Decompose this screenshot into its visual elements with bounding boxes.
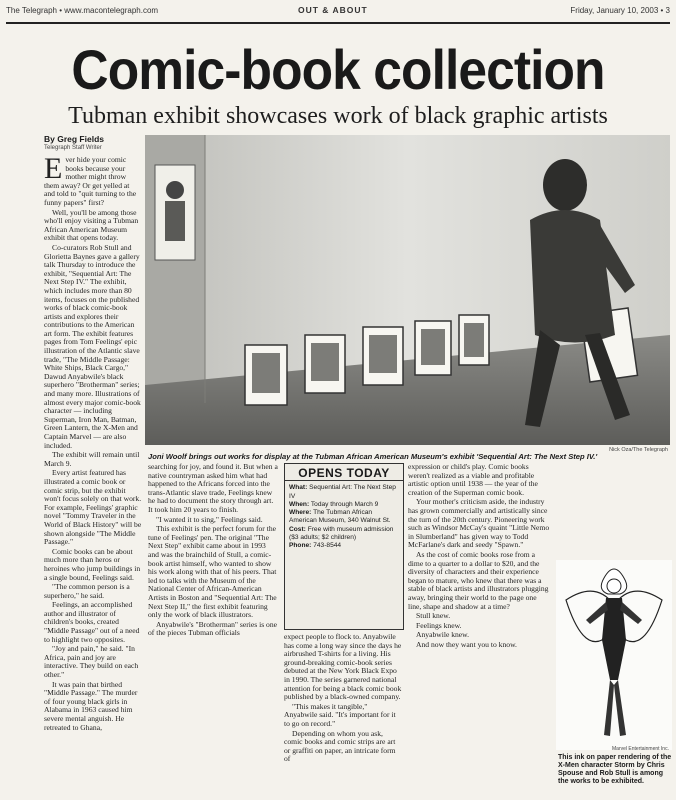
- paragraph: Anyabwile knew.: [416, 630, 470, 640]
- box-title: OPENS TODAY: [285, 464, 403, 481]
- storm-illustration: [556, 560, 672, 750]
- paragraph: It was pain that birthed "Middle Passage." The murder of four young black girls in Alabama in 1963 caused him severe mental anguish. He retreated to Ghana,: [44, 679, 138, 732]
- paragraph: "Joy and pain," he said. "In Africa, pain and joy are interactive. They build on each other.": [44, 644, 139, 680]
- paragraph: searching for joy, and found it. But when a native countryman asked him what had happened to the Africans forced into the trans-Atlantic slave trade, Feelings knew he had to document the story through art. It took him 20 years to finish.: [148, 463, 278, 514]
- drop-cap: E: [44, 156, 63, 185]
- subheadline: Tubman exhibit showcases work of black graphic artists: [68, 103, 608, 129]
- paragraph: Every artist featured has illustrated a comic book or comic strip, but the exhibit won't focus solely on that work. For example, Feelings' graphic novel "Tommy Traveler in the World of Black History" will be shown alongside "The Middle Passage.": [44, 468, 142, 547]
- paragraph: Comic books can be about much more than heros or heroines who jump buildings in a single bound, Feelings said.: [44, 546, 141, 582]
- what-value: Sequential Art: The Next Step IV: [289, 484, 396, 500]
- paragraph: Depending on whom you ask, comic books and comic strips are art or graffiti on paper, an intricate form of: [284, 728, 396, 764]
- what-label: What:: [289, 484, 308, 492]
- paragraph: Anyabwile's "Brotherman" series is one of the pieces Tubman officials: [148, 619, 278, 638]
- phone-label: Phone:: [289, 542, 312, 550]
- page-header: [6, 4, 670, 24]
- paragraph: "I wanted it to sing," Feelings said.: [156, 514, 263, 524]
- article-column-3: [284, 633, 402, 798]
- illustration-caption: This ink on paper rendering of the X-Men character Storm by Chris Spouse and Rob Stull is among the works to be exhibited.: [558, 754, 672, 785]
- when-value: Today through March 9: [310, 500, 379, 508]
- paragraph: "The common person is a superhero," he said.: [44, 582, 130, 600]
- article-column-4: [408, 463, 550, 798]
- header-section: OUT & ABOUT: [298, 5, 368, 15]
- phone-value: 743-8544: [313, 542, 342, 550]
- paragraph: expect people to flock to. Anyabwile has come a long way since the days he airbrushed T-shirts for a living. His ground-breaking comic-book series debuted at the New York Black Expo in 1990. The series garnered national attention for being a black comic book published by a black-owned company.: [284, 633, 402, 702]
- paragraph: The exhibit will remain until March 9.: [44, 450, 140, 468]
- byline-role: Telegraph Staff Writer: [44, 145, 102, 151]
- illustration-credit: Marvel Entertainment Inc.: [612, 746, 669, 752]
- paragraph: Well, you'll be among those who'll enjoy visiting a Tubman African American Museum exhibit that opens today.: [44, 207, 139, 243]
- byline: By Greg Fields: [44, 134, 104, 144]
- paragraph: Feelings knew.: [416, 620, 462, 630]
- paragraph: Co-curators Rob Stull and Glorietta Baynes gave a gallery talk Thursday to introduce the exhibit, "Sequential Art: The Next Step IV." The exhibit, which includes more than 80 items, focuses on the published works of black comic-book artists and explores their contributions to the American art form. The exhibit features pages from Tom Feelings' epic illustration of the Atlantic slave trade, "The Middle Passage: White Ships, Black Cargo," Dawud Anyabwile's black superhero "Brotherman" series; and many more. Illustrations of almost every major comic-book character — including Superman, Iron Man, Batman, Green Lantern, the X-Men and Captain Marvel — are also included.: [44, 242, 141, 450]
- paragraph: As the cost of comic books rose from a dime to a quarter to a dollar to $20, and the diversity of characters and their experience began to mature, who knew that there was a stable of black artists and illustrators plugging away, bringing their world to the page one line, shape and shadow at a time?: [408, 549, 549, 611]
- header-date-page: Friday, January 10, 2003 • 3: [570, 6, 670, 15]
- exhibit-photo-graphic: [145, 135, 670, 445]
- paragraph: Stull knew.: [416, 611, 451, 621]
- headline: Comic-book collection: [71, 38, 605, 101]
- paragraph: Feelings, an accomplished author and illustrator of children's books, created "Middle Passage" out of a need to highlight two opposites.: [44, 600, 140, 644]
- cost-value: Free with museum admission ($3 adults; $2 children): [289, 525, 394, 542]
- article-column-2: [148, 463, 278, 798]
- opens-today-box: [284, 463, 404, 630]
- storm-drawing: [556, 560, 672, 750]
- cost-label: Cost:: [289, 525, 306, 533]
- where-label: Where:: [289, 509, 312, 517]
- paragraph: expression or child's play. Comic books weren't realized as a viable and profitable artistic option until 1938 — the year of the creation of the Superman comic book.: [408, 463, 538, 497]
- paragraph: "This makes it tangible," Anyabwile said. "It's important for it to go on record.": [284, 701, 396, 728]
- photo-credit: Nick Oza/The Telegraph: [609, 447, 668, 453]
- paragraph: Your mother's criticism aside, the industry has grown commercially and artistically since the turn of the 20th century. Pioneering work such as Windsor McCay's quaint "Little Nemo in Slumberland" has given way to Todd McFarlane's dark and seedy "Spawn.": [408, 497, 550, 550]
- exhibit-photo: [145, 135, 670, 445]
- paragraph: And now they want you to know.: [416, 639, 517, 649]
- where-value: The Tubman African American Museum, 340 Walnut St.: [289, 509, 391, 525]
- article-column-1: [44, 156, 142, 796]
- paragraph: ver hide your comic books because your mother might throw them away? Or get yelled at and told to "quit turning to the funny papers" first?: [44, 156, 137, 207]
- paragraph: This exhibit is the perfect forum for the tune of Feelings' pen. The original "The Next Step" exhibit came about in 1993 and was the brainchild of Stull, a comic-book artist himself, who wanted to show his work along with that of his peers. That led to talks with the Museum of the National Center of African-American Artists in Boston and "Sequential Art: The Next Step II," the first exhibit featuring only the work of black illustrators.: [148, 524, 277, 620]
- when-label: When:: [289, 500, 310, 508]
- header-publication: The Telegraph • www.macontelegraph.com: [6, 6, 159, 15]
- photo-caption: Joni Woolf brings out works for display at the Tubman African American Museum's exhibit 'Sequential Art: The Next Step IV.': [148, 452, 598, 461]
